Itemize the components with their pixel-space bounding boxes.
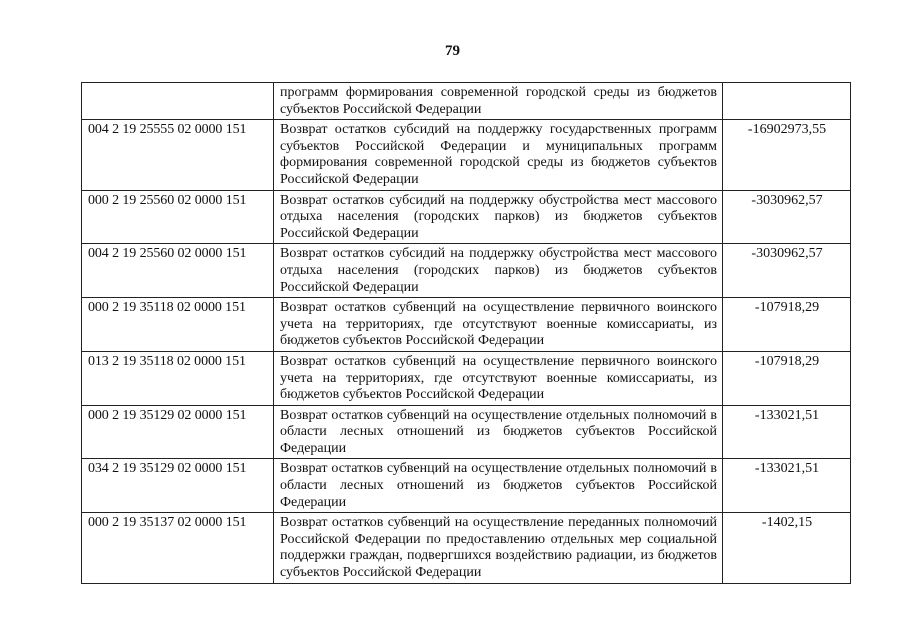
budget-code-cell: 013 2 19 35118 02 0000 151 xyxy=(82,351,274,405)
budget-code-cell: 000 2 19 35137 02 0000 151 xyxy=(82,513,274,583)
amount-cell: -133021,51 xyxy=(723,405,851,459)
description-cell: Возврат остатков субвенций на осуществление первичного воинского учета на территориях, где отсутствуют военные комиссариаты, из бюджетов субъектов Российской Федерации xyxy=(274,298,723,352)
amount-cell: -107918,29 xyxy=(723,298,851,352)
description-cell: Возврат остатков субсидий на поддержку государственных программ субъектов Российской Федерации и муниципальных программ формирования современной городской среды из бюджетов субъектов Российской Федерации xyxy=(274,120,723,190)
table-row xyxy=(82,83,851,120)
table-row xyxy=(82,120,851,190)
amount-cell: -3030962,57 xyxy=(723,190,851,244)
table-row xyxy=(82,190,851,244)
budget-code-cell: 000 2 19 35129 02 0000 151 xyxy=(82,405,274,459)
description-cell: Возврат остатков субвенций на осуществление отдельных полномочий в области лесных отношений из бюджетов субъектов Российской Федерации xyxy=(274,459,723,513)
description-cell: Возврат остатков субвенций на осуществление переданных полномочий Российской Федерации по предоставлению отдельных мер социальной поддержки граждан, подвергшихся воздействию радиации, из бюджетов субъектов Российской Федерации xyxy=(274,513,723,583)
amount-cell: -1402,15 xyxy=(723,513,851,583)
description-cell: программ формирования современной городской среды из бюджетов субъектов Российской Федерации xyxy=(274,83,723,120)
amount-cell: -133021,51 xyxy=(723,459,851,513)
table-row xyxy=(82,405,851,459)
budget-code-cell: 004 2 19 25555 02 0000 151 xyxy=(82,120,274,190)
table-row xyxy=(82,351,851,405)
table-row xyxy=(82,513,851,583)
amount-cell: -3030962,57 xyxy=(723,244,851,298)
table-row xyxy=(82,298,851,352)
amount-cell: -107918,29 xyxy=(723,351,851,405)
amount-cell xyxy=(723,83,851,120)
description-cell: Возврат остатков субвенций на осуществление отдельных полномочий в области лесных отношений из бюджетов субъектов Российской Федерации xyxy=(274,405,723,459)
budget-table xyxy=(81,82,851,584)
budget-code-cell: 000 2 19 35118 02 0000 151 xyxy=(82,298,274,352)
budget-code-cell xyxy=(82,83,274,120)
budget-code-cell: 000 2 19 25560 02 0000 151 xyxy=(82,190,274,244)
budget-code-cell: 034 2 19 35129 02 0000 151 xyxy=(82,459,274,513)
table-row xyxy=(82,244,851,298)
page-number: 79 xyxy=(445,43,460,59)
description-cell: Возврат остатков субвенций на осуществление первичного воинского учета на территориях, где отсутствуют военные комиссариаты, из бюджетов субъектов Российской Федерации xyxy=(274,351,723,405)
budget-code-cell: 004 2 19 25560 02 0000 151 xyxy=(82,244,274,298)
description-cell: Возврат остатков субсидий на поддержку обустройства мест массового отдыха населения (городских парков) из бюджетов субъектов Российской Федерации xyxy=(274,190,723,244)
amount-cell: -16902973,55 xyxy=(723,120,851,190)
description-cell: Возврат остатков субсидий на поддержку обустройства мест массового отдыха населения (городских парков) из бюджетов субъектов Российской Федерации xyxy=(274,244,723,298)
table-row xyxy=(82,459,851,513)
